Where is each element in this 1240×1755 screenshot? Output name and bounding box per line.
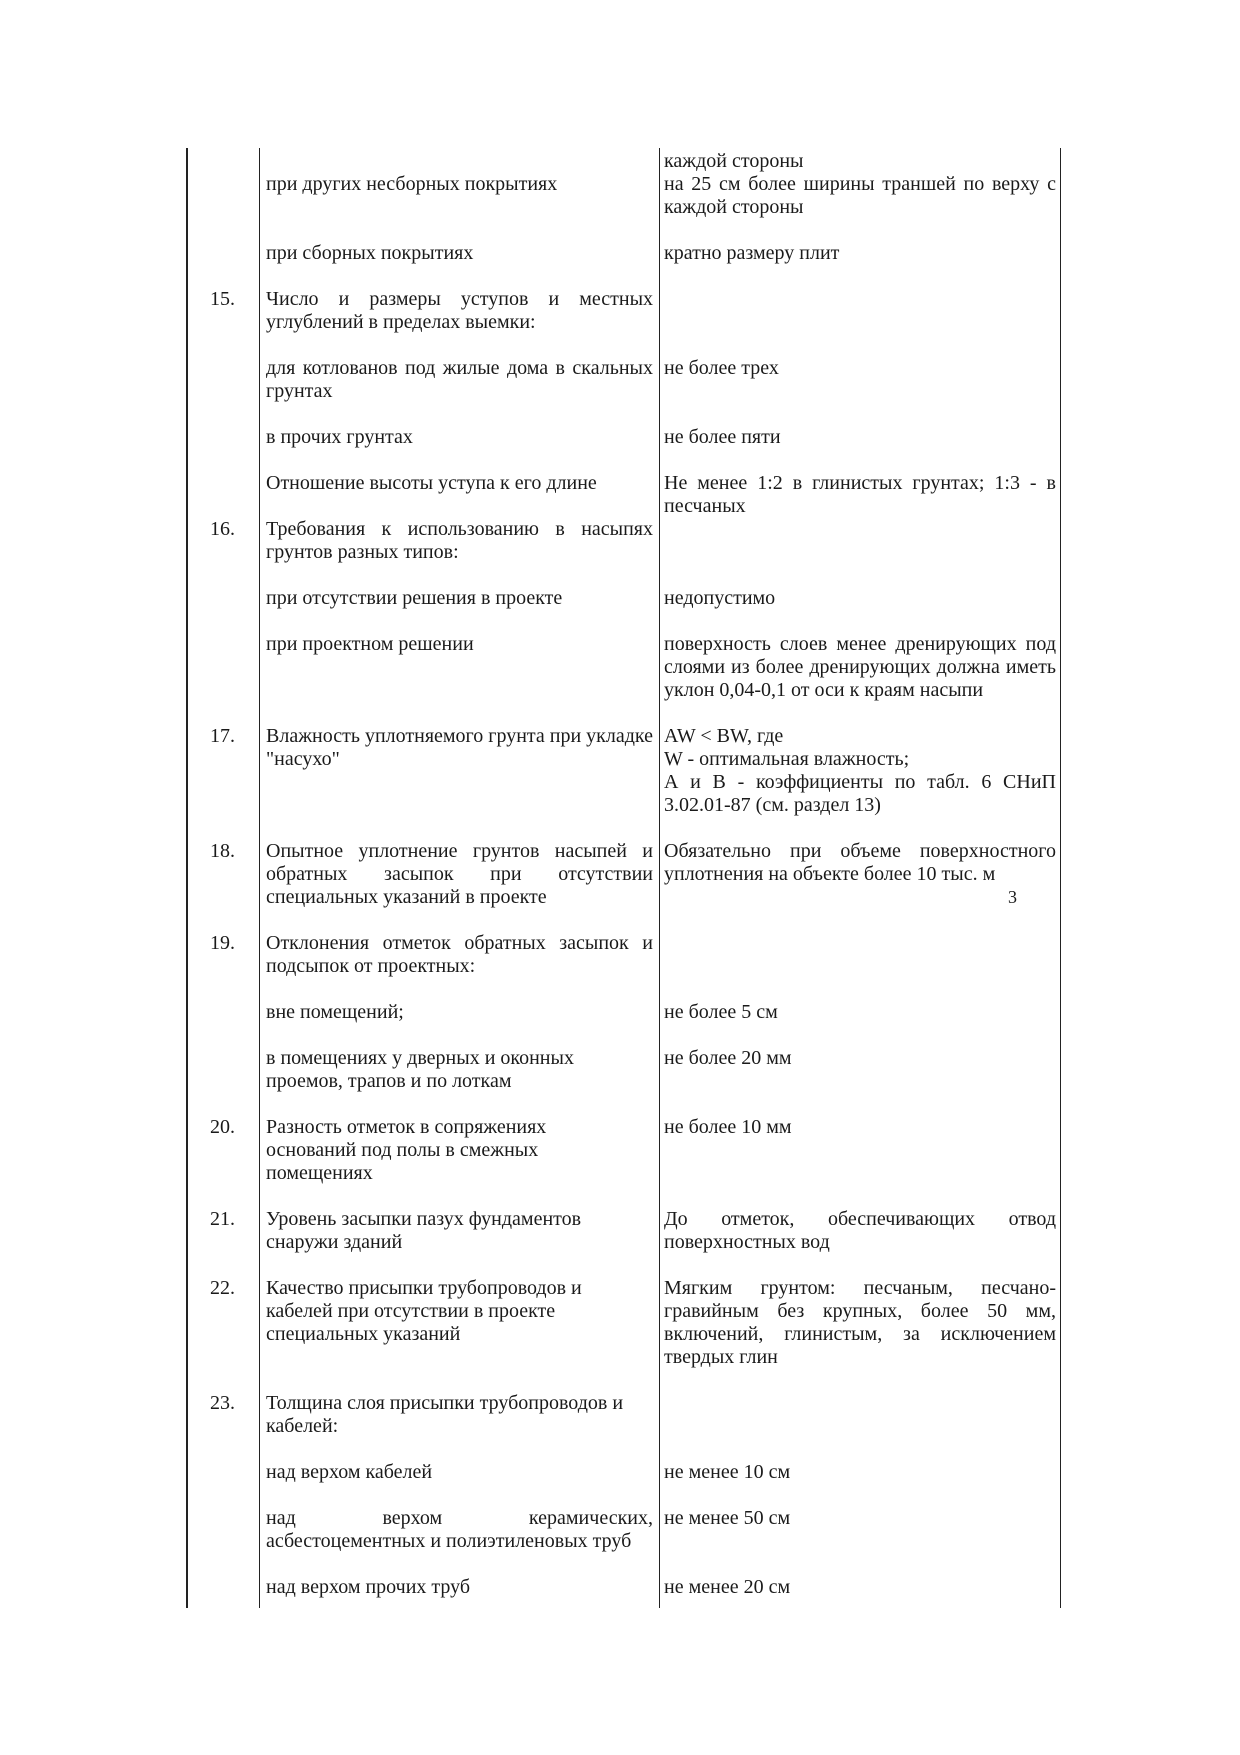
value-cell: недопустимо [664, 587, 776, 609]
description-cell: над верхом керамических, асбестоцементных и полиэтиленовых труб [266, 1507, 653, 1552]
description-cell: при других несборных покрытиях [266, 173, 558, 195]
description-line: специальных указаний [266, 1323, 461, 1345]
description-line: в помещениях у дверных и оконных [266, 1047, 574, 1069]
description-cell: при проектном решении [266, 633, 474, 655]
description-line: помещениях [266, 1162, 373, 1184]
description-line: снаружи зданий [266, 1231, 403, 1253]
description-cell: в прочих грунтах [266, 426, 413, 448]
table-border-col2 [659, 148, 660, 1608]
row-number: 16. [210, 518, 235, 540]
description-line: кабелей при отсутствии в проекте [266, 1300, 556, 1322]
value-line: W - оптимальная влажность; [664, 748, 910, 770]
value-cell: не более пяти [664, 426, 781, 448]
description-cell: Отклонения отметок обратных засыпок и подсыпок от проектных: [266, 932, 653, 977]
description-cell: Отношение высоты уступа к его длине [266, 472, 597, 494]
description-cell [266, 1047, 653, 1093]
row-number: 15. [210, 288, 235, 310]
description-cell: Опытное уплотнение грунтов насыпей и обратных засыпок при отсутствии специальных указаний в проекте [266, 840, 653, 908]
description-line: Качество присыпки трубопроводов и [266, 1277, 582, 1299]
description-cell: Число и размеры уступов и местных углублений в пределах выемки: [266, 288, 653, 333]
value-cell: Обязательно при объеме поверхностного уплотнения на объекте более 10 тыс. м [664, 840, 1056, 885]
table-border-right [1060, 148, 1061, 1608]
value-cell: не более 10 мм [664, 1116, 792, 1138]
row-number: 23. [210, 1392, 235, 1414]
row-number: 19. [210, 932, 235, 954]
description-cell: вне помещений; [266, 1001, 404, 1023]
table-border-col1 [259, 148, 260, 1608]
description-cell: над верхом прочих труб [266, 1576, 471, 1598]
description-cell: при сборных покрытиях [266, 242, 474, 264]
description-line: оснований под полы в смежных [266, 1139, 539, 1161]
value-cell: не менее 50 см [664, 1507, 791, 1529]
table-border-left [186, 148, 188, 1608]
value-cell: не более трех [664, 357, 779, 379]
row-number: 22. [210, 1277, 235, 1299]
description-cell: Влажность уплотняемого грунта при укладке "насухо" [266, 725, 654, 770]
description-cell [266, 1277, 653, 1346]
row-number: 18. [210, 840, 235, 862]
value-line: А и В - коэффициенты по табл. 6 СНиП 3.02.01-87 (см. раздел 13) [664, 771, 1056, 816]
value-cell: каждой стороны [664, 150, 804, 172]
value-cell: Не менее 1:2 в глинистых грунтах; 1:3 - в песчаных [664, 472, 1056, 517]
value-line: AW < BW, где [664, 725, 784, 747]
row-number: 20. [210, 1116, 235, 1138]
value-cell: не менее 20 см [664, 1576, 791, 1598]
description-line: проемов, трапов и по лоткам [266, 1070, 512, 1092]
description-line: Разность отметок в сопряжениях [266, 1116, 547, 1138]
description-line: Толщина слоя присыпки трубопроводов и [266, 1392, 624, 1414]
value-cell: поверхность слоев менее дренирующих под слоями из более дренирующих должна иметь уклон 0,04-0,1 от оси к краям насыпи [664, 633, 1056, 701]
description-cell: над верхом кабелей [266, 1461, 433, 1483]
value-cell: не более 20 мм [664, 1047, 792, 1069]
value-cell: Мягким грунтом: песчаным, песчано-гравийным без крупных, более 50 мм, включений, глинистым, за исключением твердых глин [664, 1277, 1056, 1368]
value-cell: не более 5 см [664, 1001, 778, 1023]
description-line: Уровень засыпки пазух фундаментов [266, 1208, 582, 1230]
value-cell [664, 725, 1056, 817]
description-cell [266, 1208, 653, 1254]
description-cell: при отсутствии решения в проекте [266, 587, 563, 609]
description-cell [266, 1392, 653, 1438]
value-cell: кратно размеру плит [664, 242, 840, 264]
value-cell: До отметок, обеспечивающих отвод поверхностных вод [664, 1208, 1056, 1253]
description-cell: для котлованов под жилые дома в скальных грунтах [266, 357, 653, 402]
row-number: 21. [210, 1208, 235, 1230]
superscript-3: 3 [1008, 887, 1017, 907]
row-number: 17. [210, 725, 235, 747]
value-cell: не менее 10 см [664, 1461, 791, 1483]
description-line: кабелей: [266, 1415, 339, 1437]
value-cell: на 25 см более ширины траншей по верху с каждой стороны [664, 173, 1056, 218]
description-cell: Требования к использованию в насыпях грунтов разных типов: [266, 518, 653, 563]
description-cell [266, 1116, 653, 1185]
